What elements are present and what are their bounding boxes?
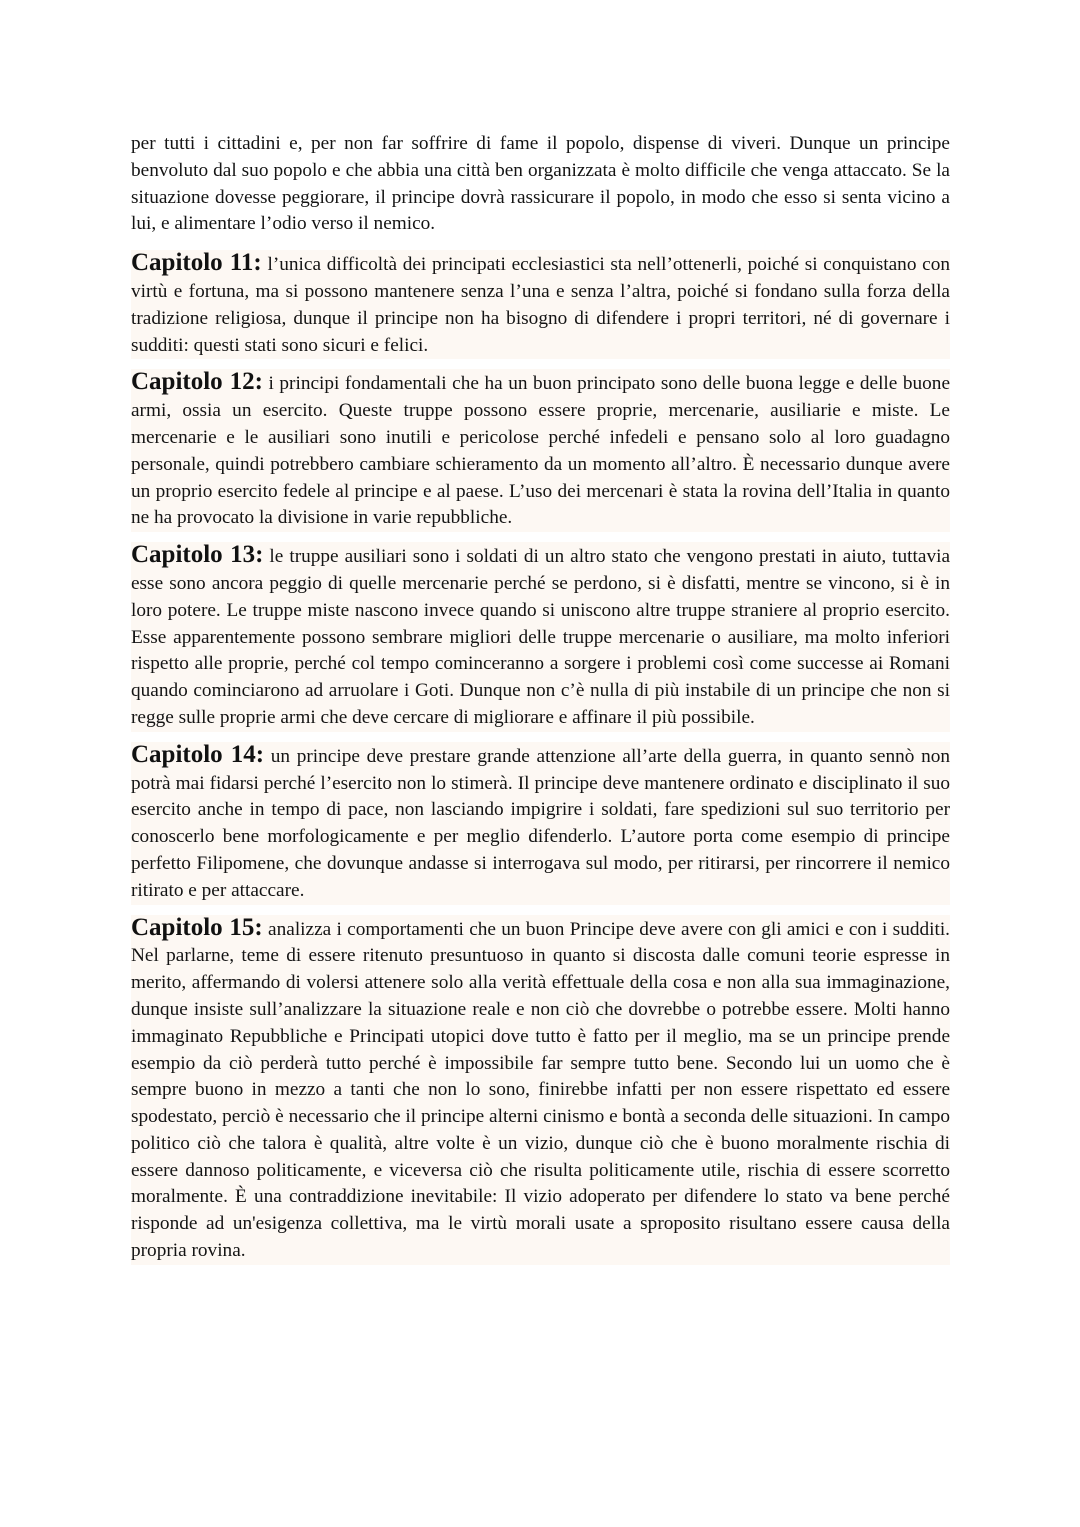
intro-paragraph: per tutti i cittadini e, per non far soffrire di fame il popolo, dispense di viveri. Dunque un principe benvoluto dal suo popolo e che abbia una città ben organizzata è molto difficile che venga attaccato. Se la situazione dovesse peggiorare, il principe dovrà rassicurare il popolo, in modo che esso si senta vicino a lui, e alimentare l’odio verso il nemico. (131, 133, 950, 235)
chapter-12-text: i principi fondamentali che ha un buon principato sono delle buona legge e delle buone armi, ossia un esercito. Queste truppe possono essere proprie, mercenarie, ausiliarie e miste. Le mercenarie e le ausiliari sono inutili e pericolose perché infedeli e pensano solo al loro guadagno personale, quindi potrebbero cambiare schieramento da un momento all’altro. È necessario dunque avere un proprio esercito fedele al principe e al paese. L’uso dei mercenari è stata la rovina dell’Italia in quanto ne ha provocato la divisione in varie repubbliche. (131, 373, 950, 529)
document-page (131, 131, 950, 1275)
chapter-11-text: l’unica difficoltà dei principati ecclesiastici sta nell’ottenerli, poiché si conquistano con virtù e fortuna, ma si possono mantenere senza l’una e senza l’altra, poiché si fondano sulla forza della tradizione religiosa, dunque il principe non ha bisogno di difendere i propri territori, né di governare i sudditi: questi stati sono sicuri e felici. (131, 254, 951, 356)
chapter-15-heading: Capitolo 15: (131, 913, 263, 941)
chapter-11-heading: Capitolo 11: (131, 249, 262, 277)
chapter-13-paragraph (131, 542, 950, 732)
chapter-11-paragraph (131, 250, 950, 359)
chapter-14-heading: Capitolo 14: (131, 740, 265, 768)
chapter-14-text: un principe deve prestare grande attenzione all’arte della guerra, in quanto sennò non potrà mai fidarsi perché l’esercito non lo stimerà. Il principe deve mantenere ordinato e disciplinato il suo esercito anche in tempo di pace, non lasciando impigrire i soldati, fare spedizioni sul suo territorio per conoscerlo bene morfologicamente e per meglio difenderlo. L’autore porta come esempio di principe perfetto Filipomene, che dovunque andasse si interrogava sul modo, per ritirarsi, per rincorrere il nemico ritirato e per attaccare. (131, 745, 950, 901)
chapter-15-text: analizza i comportamenti che un buon Principe deve avere con gli amici e con i sudditi. Nel parlarne, teme di essere ritenuto presuntuoso in quanto si discosta dalle comuni teorie espresse in merito, affermando di volersi attenere solo alla verità effettuale della cosa e non alla sua immaginazione, dunque insiste sull’analizzare la situazione reale e non ciò che dovrebbe o potrebbe essere. Molti hanno immaginato Repubbliche e Principati utopici dove tutto è fatto per il meglio, ma se un principe prende esempio da ciò perderà tutto perché è impossibile far sempre tutto bene. Secondo lui un uomo che è sempre buono in mezzo a tanti che non lo sono, finirebbe infatti per non essere rispettato ed essere spodestato, perciò è necessario che il principe alterni cinismo e bontà a seconda delle situazioni. In campo politico ciò che talora è qualità, altre volte è un vizio, dunque ciò che è buono moralmente rischia di essere dannoso politicamente, e viceversa ciò che risulta politicamente utile, rischia di essere scorretto moralmente. È una contraddizione inevitabile: Il vizio adoperato per difendere lo stato va bene perché risponde ad un'esigenza collettiva, ma le virtù morali usate a sproposito risultano essere causa della propria rovina. (131, 918, 951, 1262)
chapter-12-heading: Capitolo 12: (131, 368, 263, 396)
chapter-15-paragraph (131, 915, 950, 1265)
chapter-13-heading: Capitolo 13: (131, 541, 264, 569)
chapter-12-paragraph (131, 369, 950, 532)
chapter-14-paragraph (131, 742, 950, 905)
chapter-13-text: le truppe ausiliari sono i soldati di un altro stato che vengono prestati in aiuto, tuttavia esse sono ancora peggio di quelle mercenarie perché se perdono, si è disfatti, mentre se vincono, si è in loro potere. Le truppe miste nascono invece quando si uniscono altre truppe straniere al proprio esercito. Esse apparentemente possono sembrare migliori delle truppe mercenarie o ausiliare, ma molto inferiori rispetto alle proprie, perché col tempo cominceranno a sorgere i problemi così come successe ai Romani quando cominciarono ad arruolare i Goti. Dunque non c’è nulla di più instabile di un principe che non si regge sulle proprie armi che deve cercare di migliorare e affinare il più possibile. (131, 546, 950, 728)
